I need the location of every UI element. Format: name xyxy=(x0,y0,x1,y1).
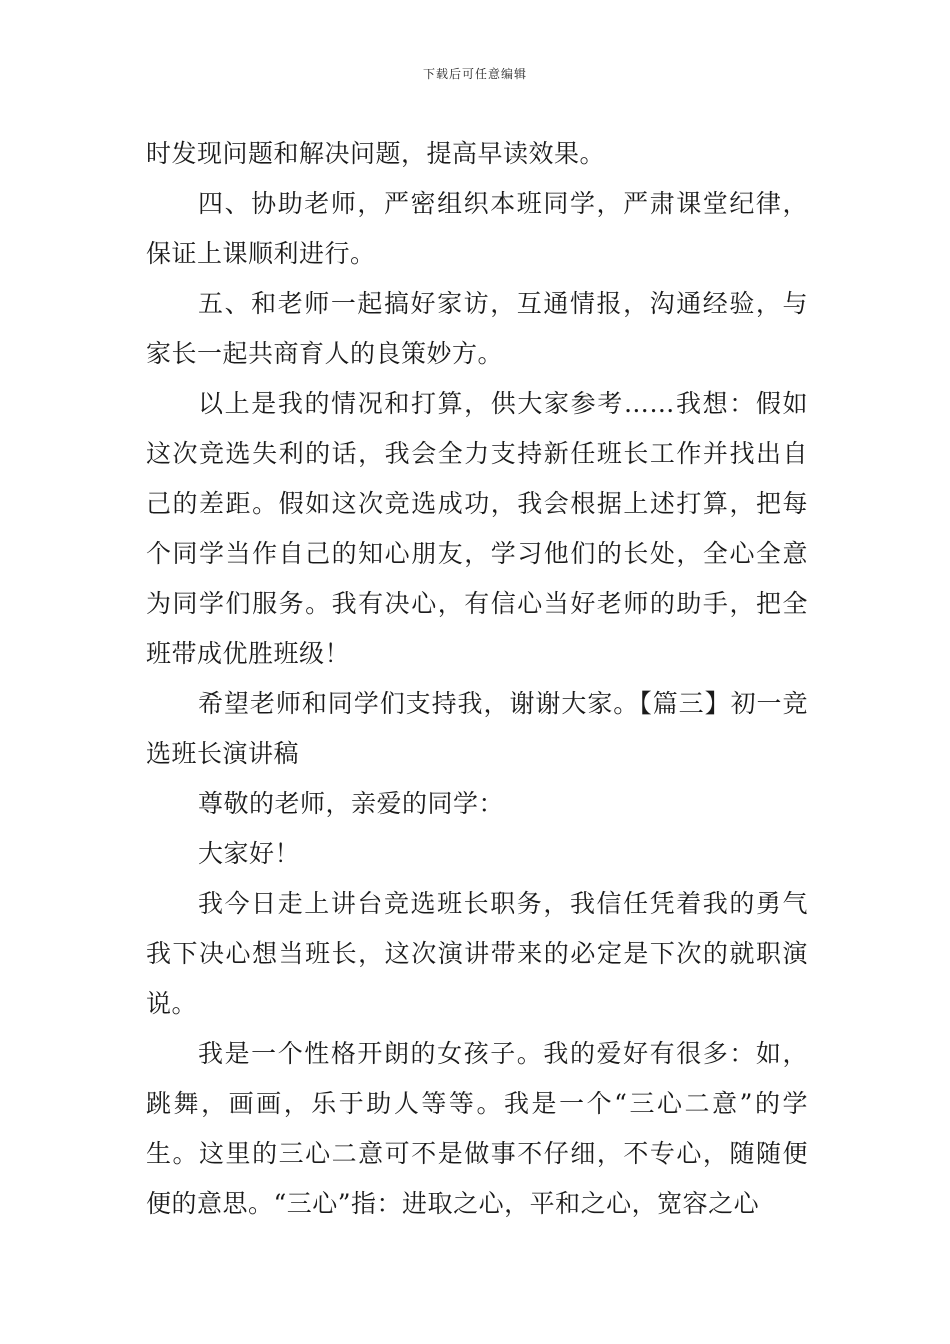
paragraph-5: 希望老师和同学们支持我，谢谢大家。【篇三】初一竞选班长演讲稿 xyxy=(146,689,808,768)
paragraph-1: 时发现问题和解决问题，提高早读效果。 xyxy=(146,139,606,168)
paragraph-3: 五、和老师一起搞好家访，互通情报，沟通经验，与家长一起共商育人的良策妙方。 xyxy=(146,289,808,368)
paragraph-4: 以上是我的情况和打算，供大家参考……我想：假如这次竞选失利的话，我会全力支持新任班长工作并找出自己的差距。假如这次竞选成功，我会根据上述打算，把每个同学当作自己的知心朋友，学习他们的长处，全心全意为同学们服务。我有决心，有信心当好老师的助手，把全班带成优胜班级！ xyxy=(146,389,808,668)
paragraph-6: 尊敬的老师，亲爱的同学： xyxy=(198,789,505,818)
paragraph-8: 我今日走上讲台竞选班长职务，我信任凭着我的勇气我下决心想当班长，这次演讲带来的必定是下次的就职演说。 xyxy=(146,889,808,1018)
paragraph-7: 大家好！ xyxy=(198,839,301,868)
document-body xyxy=(146,129,808,1229)
page-header: 下载后可任意编辑 xyxy=(422,67,527,81)
paragraph-2: 四、协助老师，严密组织本班同学，严肃课堂纪律，保证上课顺利进行。 xyxy=(146,189,808,268)
paragraph-9: 我是一个性格开朗的女孩子。我的爱好有很多：如，跳舞，画画，乐于助人等等。我是一个“三心二意”的学生。这里的三心二意可不是做事不仔细，不专心，随随便便的意思。“三心”指：进取之心，平和之心，宽容之心 xyxy=(146,1039,808,1218)
